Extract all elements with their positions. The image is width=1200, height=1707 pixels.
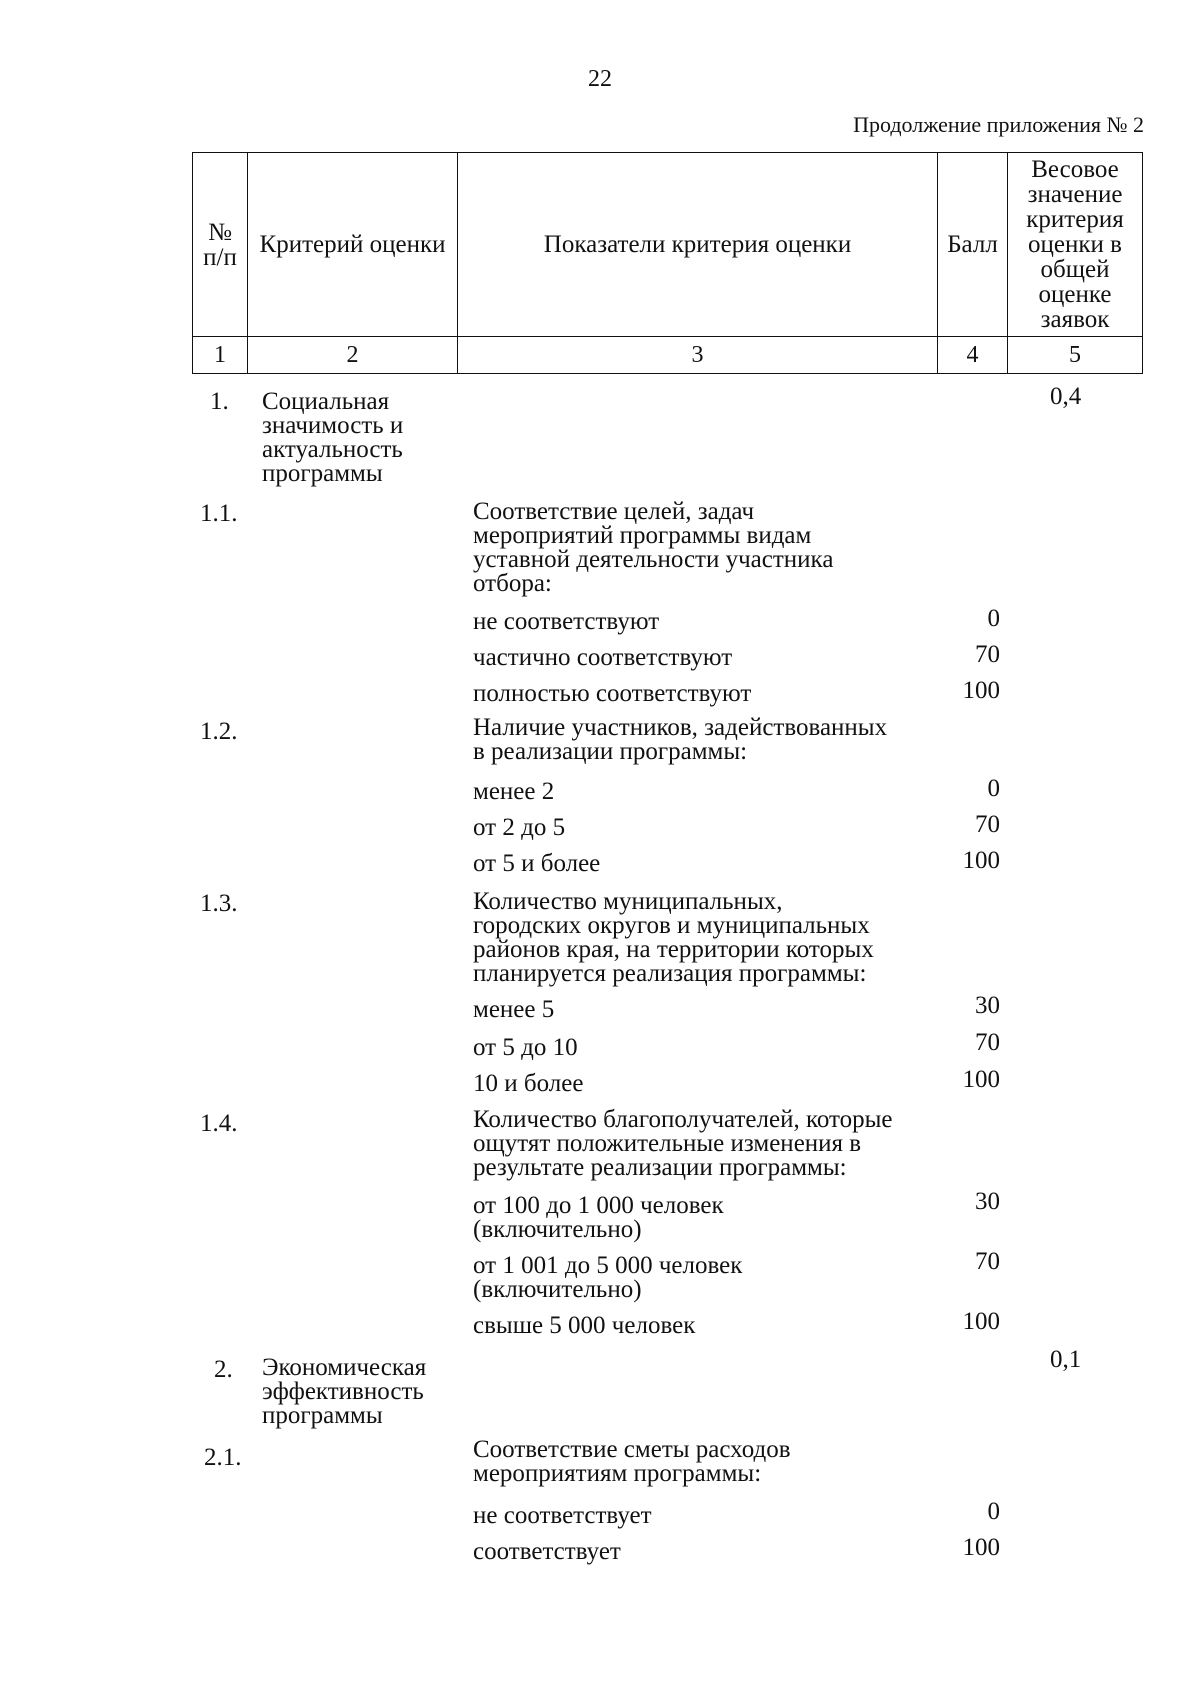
option-score: 100: [962, 677, 1000, 704]
option-text: от 5 и более: [473, 850, 601, 877]
header-num-4: 4: [938, 337, 1008, 374]
row-num: 1.2.: [200, 718, 238, 745]
option-score: 30: [975, 992, 1000, 1019]
option-score: 100: [962, 1308, 1000, 1335]
option-score: 70: [975, 641, 1000, 668]
option-score: 100: [962, 1534, 1000, 1561]
header-num-2: 2: [248, 337, 458, 374]
option-score: 0: [987, 1498, 1000, 1525]
option-text: не соответствует: [473, 1502, 652, 1529]
option-text: соответствует: [473, 1538, 621, 1565]
option-score: 70: [975, 811, 1000, 838]
option-score: 0: [987, 605, 1000, 632]
option-text: от 1 001 до 5 000 человек (включительно): [473, 1252, 743, 1303]
option-score: 100: [962, 847, 1000, 874]
option-text: частично соответствуют: [473, 644, 733, 671]
header-col-num: № п/п: [193, 153, 248, 337]
option-score: 30: [975, 1188, 1000, 1215]
criterion-weight: 0,1: [1050, 1346, 1082, 1373]
row-num: 1.3.: [200, 890, 238, 917]
header-col-score: Балл: [938, 153, 1008, 337]
indicator-text: Количество благополучателей, которые ощутят положительные изменения в результате реализации программы:: [473, 1106, 893, 1181]
row-num: 1.: [210, 388, 229, 415]
option-score: 70: [975, 1248, 1000, 1275]
header-num-3: 3: [458, 337, 938, 374]
option-text: от 5 до 10: [473, 1034, 578, 1061]
page-number: 22: [588, 66, 612, 92]
indicator-text: Соответствие целей, задач мероприятий программы видам уставной деятельности участника отбора:: [473, 498, 834, 597]
row-num: 2.1.: [204, 1444, 242, 1471]
header-table: [192, 152, 1143, 374]
option-text: менее 5: [473, 996, 555, 1023]
indicator-text: Количество муниципальных, городских округов и муниципальных районов края, на территории которых планируется реализация программы:: [473, 888, 874, 987]
criterion-text: Экономическая эффективность программы: [262, 1354, 427, 1429]
row-num: 1.4.: [200, 1110, 238, 1137]
option-score: 70: [975, 1029, 1000, 1056]
option-score: 100: [962, 1066, 1000, 1093]
row-num: 1.1.: [200, 500, 238, 527]
row-num: 2.: [214, 1356, 233, 1383]
indicator-text: Соответствие сметы расходов мероприятиям программы:: [473, 1436, 791, 1487]
criterion-weight: 0,4: [1050, 383, 1082, 410]
header-col-weight: Весовое значение критерия оценки в общей оценке заявок: [1008, 153, 1143, 337]
option-text: менее 2: [473, 778, 555, 805]
header-num-5: 5: [1008, 337, 1143, 374]
option-text: от 100 до 1 000 человек (включительно): [473, 1192, 724, 1243]
continuation-label: Продолжение приложения № 2: [853, 112, 1144, 137]
option-text: полностью соответствуют: [473, 680, 752, 707]
header-col-indicators: Показатели критерия оценки: [458, 153, 938, 337]
option-text: свыше 5 000 человек: [473, 1312, 696, 1339]
indicator-text: Наличие участников, задействованных в реализации программы:: [473, 714, 888, 765]
option-text: от 2 до 5: [473, 814, 566, 841]
option-score: 0: [987, 775, 1000, 802]
header-col-criterion: Критерий оценки: [248, 153, 458, 337]
option-text: не соответствуют: [473, 608, 660, 635]
header-num-1: 1: [193, 337, 248, 374]
criterion-text: Социальная значимость и актуальность программы: [262, 388, 404, 487]
option-text: 10 и более: [473, 1070, 584, 1097]
